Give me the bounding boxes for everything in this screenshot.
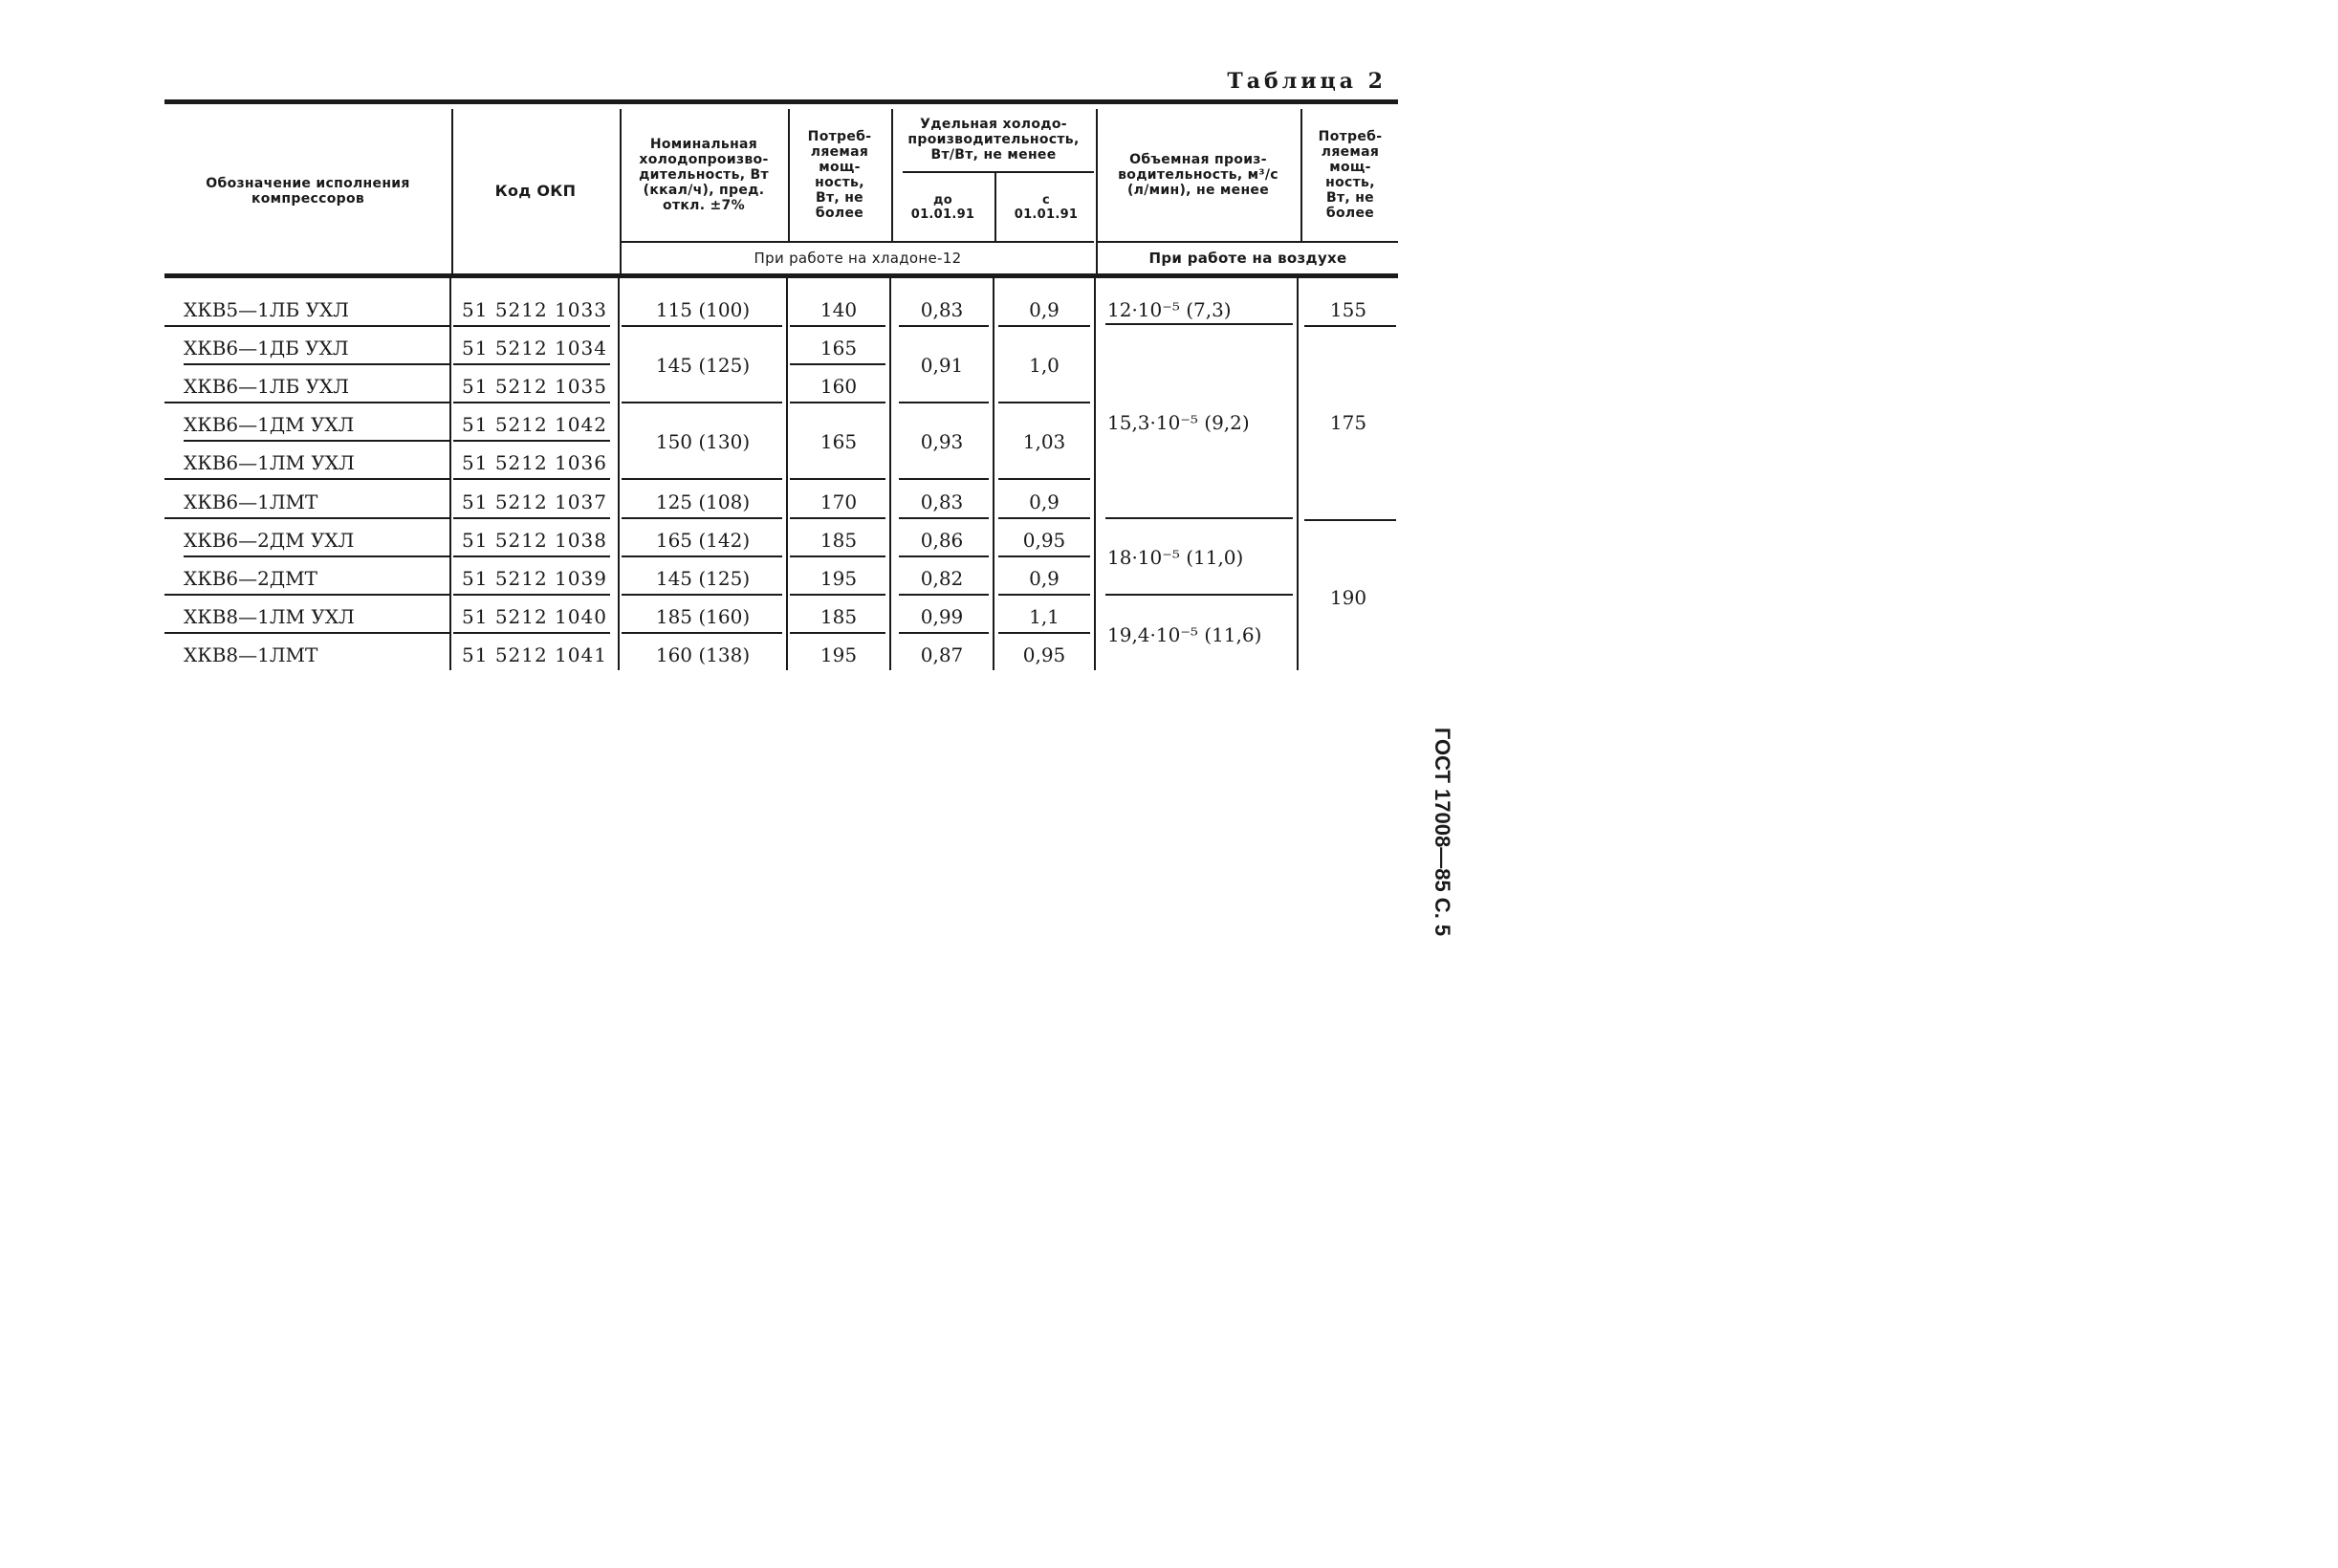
specific-after-cell: 0,9 xyxy=(1029,298,1060,321)
capacity-cell: 145 (125) xyxy=(655,354,751,377)
specific-before-cell: 0,91 xyxy=(920,354,964,377)
specific-after-cell: 0,9 xyxy=(1029,490,1060,513)
specific-before-cell: 0,83 xyxy=(920,490,964,513)
capacity-cell: 165 (142) xyxy=(655,529,751,552)
power-cell: 195 xyxy=(819,643,858,666)
header-nominal-capacity: Номинальная холодопроизво- дительность, Вт (ккал/ч), пред. откл. ±7% xyxy=(639,137,769,213)
header-specific-after: с 01.01.91 xyxy=(1014,193,1079,222)
specific-after-cell: 0,9 xyxy=(1029,567,1060,590)
table-title: Таблица 2 xyxy=(1227,69,1387,94)
specific-before-cell: 0,93 xyxy=(920,430,964,453)
specific-before-cell: 0,82 xyxy=(920,567,964,590)
okp-cell: 51 5212 1040 xyxy=(462,605,607,628)
okp-cell: 51 5212 1035 xyxy=(462,375,607,398)
specific-before-cell: 0,87 xyxy=(920,643,964,666)
header-power-air: Потреб- ляемая мощ- ность, Вт, не более xyxy=(1318,129,1383,221)
specific-before-cell: 0,83 xyxy=(920,298,964,321)
power-cell: 165 xyxy=(819,337,858,359)
okp-cell: 51 5212 1037 xyxy=(462,490,607,513)
header-group-air: При работе на воздухе xyxy=(1148,250,1347,267)
header-bottom-rule xyxy=(164,273,1398,278)
specific-after-cell: 0,95 xyxy=(1022,643,1066,666)
specific-before-cell: 0,86 xyxy=(920,529,964,552)
volumetric-cell: 19,4·10⁻⁵ (11,6) xyxy=(1107,623,1262,646)
specific-after-cell: 1,1 xyxy=(1029,605,1060,628)
power-air-cell: 175 xyxy=(1329,411,1367,434)
header-power-r12: Потреб- ляемая мощ- ность, Вт, не более xyxy=(807,129,872,221)
capacity-cell: 185 (160) xyxy=(655,605,751,628)
side-note: ГОСТ 17008—85 С. 5 xyxy=(1431,727,1454,937)
designation-cell: ХКВ6—1ЛБ УХЛ xyxy=(184,375,349,398)
designation-cell: ХКВ6—1ЛМТ xyxy=(184,490,318,513)
power-cell: 170 xyxy=(819,490,858,513)
capacity-cell: 115 (100) xyxy=(655,298,751,321)
specific-after-cell: 1,03 xyxy=(1022,430,1066,453)
designation-cell: ХКВ8—1ЛМ УХЛ xyxy=(184,605,355,628)
designation-cell: ХКВ5—1ЛБ УХЛ xyxy=(184,298,349,321)
power-cell: 185 xyxy=(819,529,858,552)
capacity-cell: 160 (138) xyxy=(655,643,751,666)
okp-cell: 51 5212 1036 xyxy=(462,451,607,474)
specific-after-cell: 1,0 xyxy=(1029,354,1060,377)
designation-cell: ХКВ6—2ДМ УХЛ xyxy=(184,529,355,552)
capacity-cell: 125 (108) xyxy=(655,490,751,513)
capacity-cell: 150 (130) xyxy=(655,430,751,453)
header-okp: Код ОКП xyxy=(494,182,577,200)
volumetric-cell: 15,3·10⁻⁵ (9,2) xyxy=(1107,411,1250,434)
specific-before-cell: 0,99 xyxy=(920,605,964,628)
okp-cell: 51 5212 1042 xyxy=(462,413,607,436)
header-subline xyxy=(903,171,1094,173)
volumetric-cell: 12·10⁻⁵ (7,3) xyxy=(1107,298,1232,321)
document-page xyxy=(0,0,1491,1000)
power-cell: 160 xyxy=(819,375,858,398)
power-air-cell: 155 xyxy=(1329,298,1367,321)
table-top-rule xyxy=(164,99,1398,104)
designation-cell: ХКВ6—1ЛМ УХЛ xyxy=(184,451,355,474)
power-cell: 195 xyxy=(819,567,858,590)
header-specific-before: до 01.01.91 xyxy=(910,193,975,222)
capacity-cell: 145 (125) xyxy=(655,567,751,590)
volumetric-cell: 18·10⁻⁵ (11,0) xyxy=(1107,546,1244,569)
okp-cell: 51 5212 1041 xyxy=(462,643,607,666)
power-air-cell: 190 xyxy=(1329,586,1367,609)
designation-cell: ХКВ8—1ЛМТ xyxy=(184,643,318,666)
okp-cell: 51 5212 1038 xyxy=(462,529,607,552)
power-cell: 140 xyxy=(819,298,858,321)
power-cell: 185 xyxy=(819,605,858,628)
header-group-r12: При работе на хладоне-12 xyxy=(754,250,962,267)
header-volumetric-capacity: Объемная произ- водительность, м³/с (л/мин), не менее xyxy=(1118,152,1278,198)
specific-after-cell: 0,95 xyxy=(1022,529,1066,552)
designation-cell: ХКВ6—1ДМ УХЛ xyxy=(184,413,355,436)
designation-cell: ХКВ6—1ДБ УХЛ xyxy=(184,337,349,359)
header-designation: Обозначение исполнения компрессоров xyxy=(206,176,410,207)
power-cell: 165 xyxy=(819,430,858,453)
designation-cell: ХКВ6—2ДМТ xyxy=(184,567,317,590)
okp-cell: 51 5212 1039 xyxy=(462,567,607,590)
okp-cell: 51 5212 1034 xyxy=(462,337,607,359)
okp-cell: 51 5212 1033 xyxy=(462,298,607,321)
header-specific-capacity: Удельная холодо- производительность, Вт/Вт, не менее xyxy=(907,117,1080,163)
